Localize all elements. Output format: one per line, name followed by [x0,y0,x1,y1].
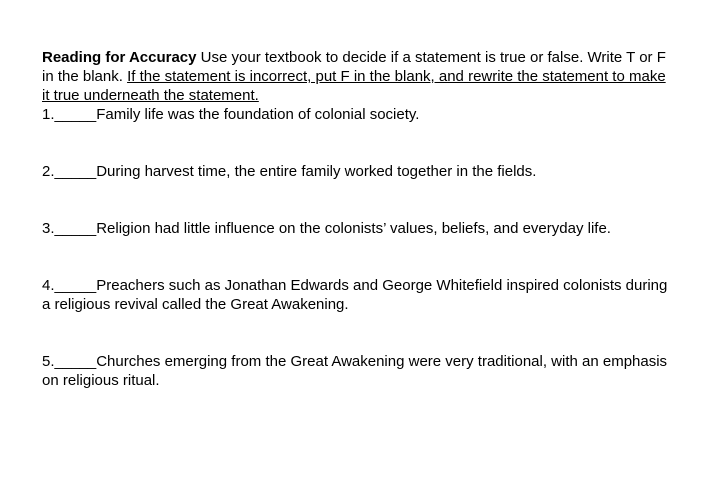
question-3: 3._____Religion had little influence on the colonists’ values, beliefs, and everyday life. [42,220,611,237]
instructions-underlined: If the statement is incorrect, put F in the blank, and rewrite the statement to make it true underneath the statement. [42,68,666,104]
instructions-text: Use your textbook to decide if a statement is true or false. Write T or F in the blank. [42,49,666,85]
instructions [42,48,670,105]
question-5: 5._____Churches emerging from the Great Awakening were very traditional, with an emphasis on religious ritual. [42,353,668,389]
question-2: 2._____During harvest time, the entire family worked together in the fields. [42,163,537,180]
worksheet [42,48,670,390]
section-heading: Reading for Accuracy [42,49,197,66]
question-1: 1._____Family life was the foundation of colonial society. [42,106,420,123]
question-4: 4._____Preachers such as Jonathan Edwards and George Whitefield inspired colonists during a religious revival called the Great Awakening. [42,277,668,313]
